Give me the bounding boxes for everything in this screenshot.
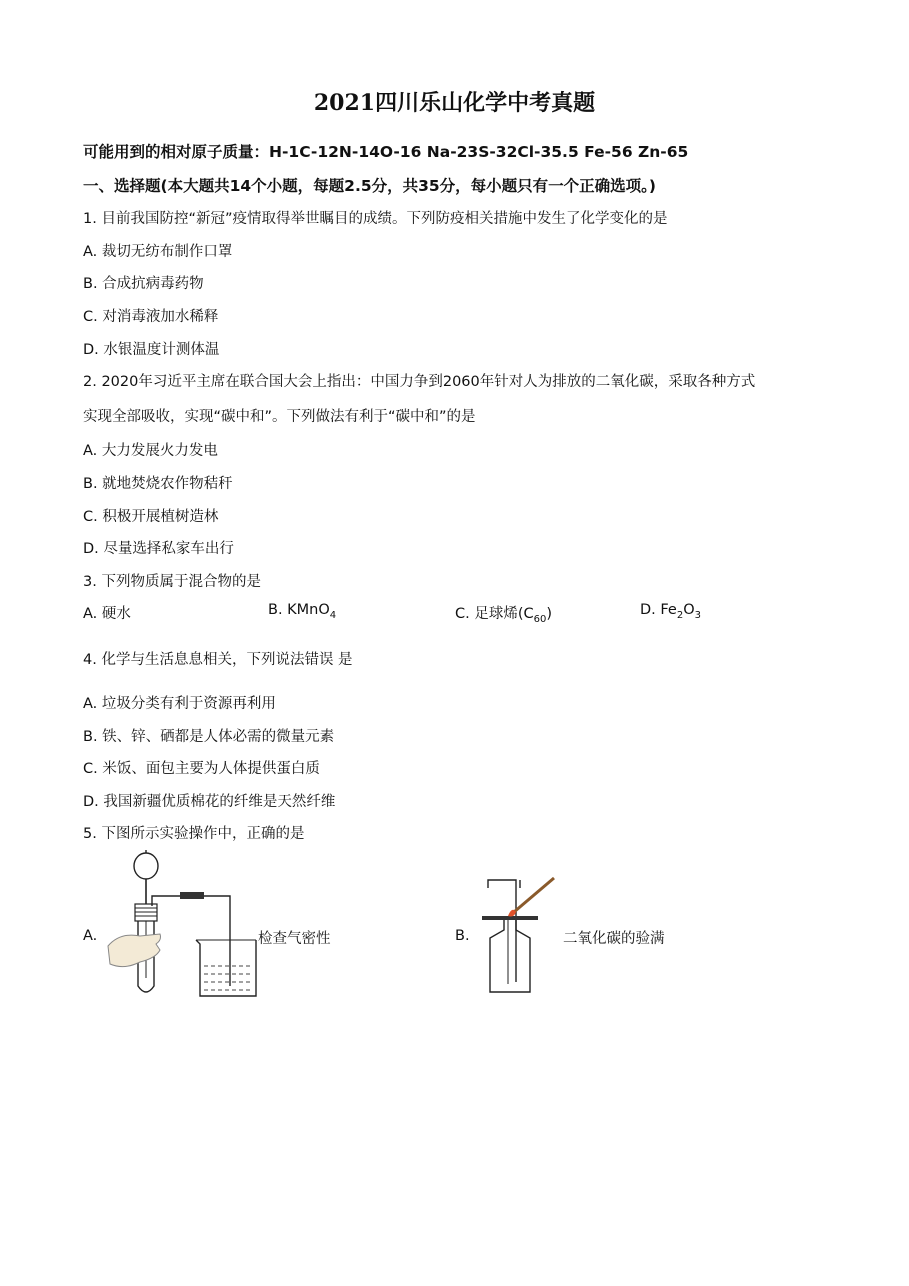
question-4-option-a: A. 垃圾分类有利于资源再利用 [83, 696, 276, 712]
question-2-option-c: C. 积极开展植树造林 [83, 509, 219, 525]
question-2-stem-line-2: 实现全部吸收，实现“碳中和”。下列做法有利于“碳中和”的是 [83, 409, 476, 425]
question-2-option-d: D. 尽量选择私家车出行 [83, 541, 234, 557]
question-5-option-b-letter: B. [455, 928, 470, 944]
question-3-stem: 3. 下列物质属于混合物的是 [83, 574, 261, 590]
question-3-option-d: D. $Fe_2O_3$ [640, 602, 702, 621]
co2-full-check-figure [478, 872, 568, 997]
question-2-option-a: A. 大力发展火力发电 [83, 443, 218, 459]
question-1-option-a: A. 裁切无纺布制作口罩 [83, 244, 233, 260]
question-3-option-b: B. KMnO$_4$ [268, 602, 337, 621]
question-1-stem: 1. 目前我国防控“新冠”疫情取得举世瞩目的成绩。下列防疫相关措施中发生了化学变化的是 [83, 211, 668, 227]
atomic-masses-line: 可能用到的相对原子质量：H-1C-12N-14O-16 Na-23S-32Cl-35.5 Fe-56 Zn-65 [83, 143, 689, 161]
airtightness-check-figure [100, 848, 270, 1003]
question-2-stem-line-1: 2. 2020年习近平主席在联合国大会上指出：中国力争到2060年针对人为排放的二氧化碳，采取各种方式 [83, 374, 756, 390]
question-2-option-b: B. 就地焚烧农作物秸秆 [83, 476, 233, 492]
page-title: 2021四川乐山化学中考真题 [313, 90, 596, 116]
question-1-option-d: D. 水银温度计测体温 [83, 342, 220, 358]
question-4-option-b: B. 铁、锌、硒都是人体必需的微量元素 [83, 729, 335, 745]
question-1-option-c: C. 对消毒液加水稀释 [83, 309, 219, 325]
question-4-stem: 4. 化学与生活息息相关，下列说法错误 是 [83, 652, 353, 668]
question-5-option-b-caption: 二氧化碳的验满 [563, 931, 665, 947]
section-heading: 一、选择题(本大题共14个小题，每题2.5分，共35分，每小题只有一个正确选项。) [83, 177, 657, 195]
question-3-option-a: A. 硬水 [83, 606, 131, 622]
question-1-option-b: B. 合成抗病毒药物 [83, 276, 204, 292]
question-4-option-d: D. 我国新疆优质棉花的纤维是天然纤维 [83, 794, 336, 810]
question-3-option-c: C. 足球烯$(C_{60})$ [455, 606, 553, 625]
question-5-option-a-caption: 检查气密性 [258, 931, 331, 947]
question-5-option-a-letter: A. [83, 928, 98, 944]
question-5-stem: 5. 下图所示实验操作中，正确的是 [83, 826, 305, 842]
question-4-option-c: C. 米饭、面包主要为人体提供蛋白质 [83, 761, 320, 777]
